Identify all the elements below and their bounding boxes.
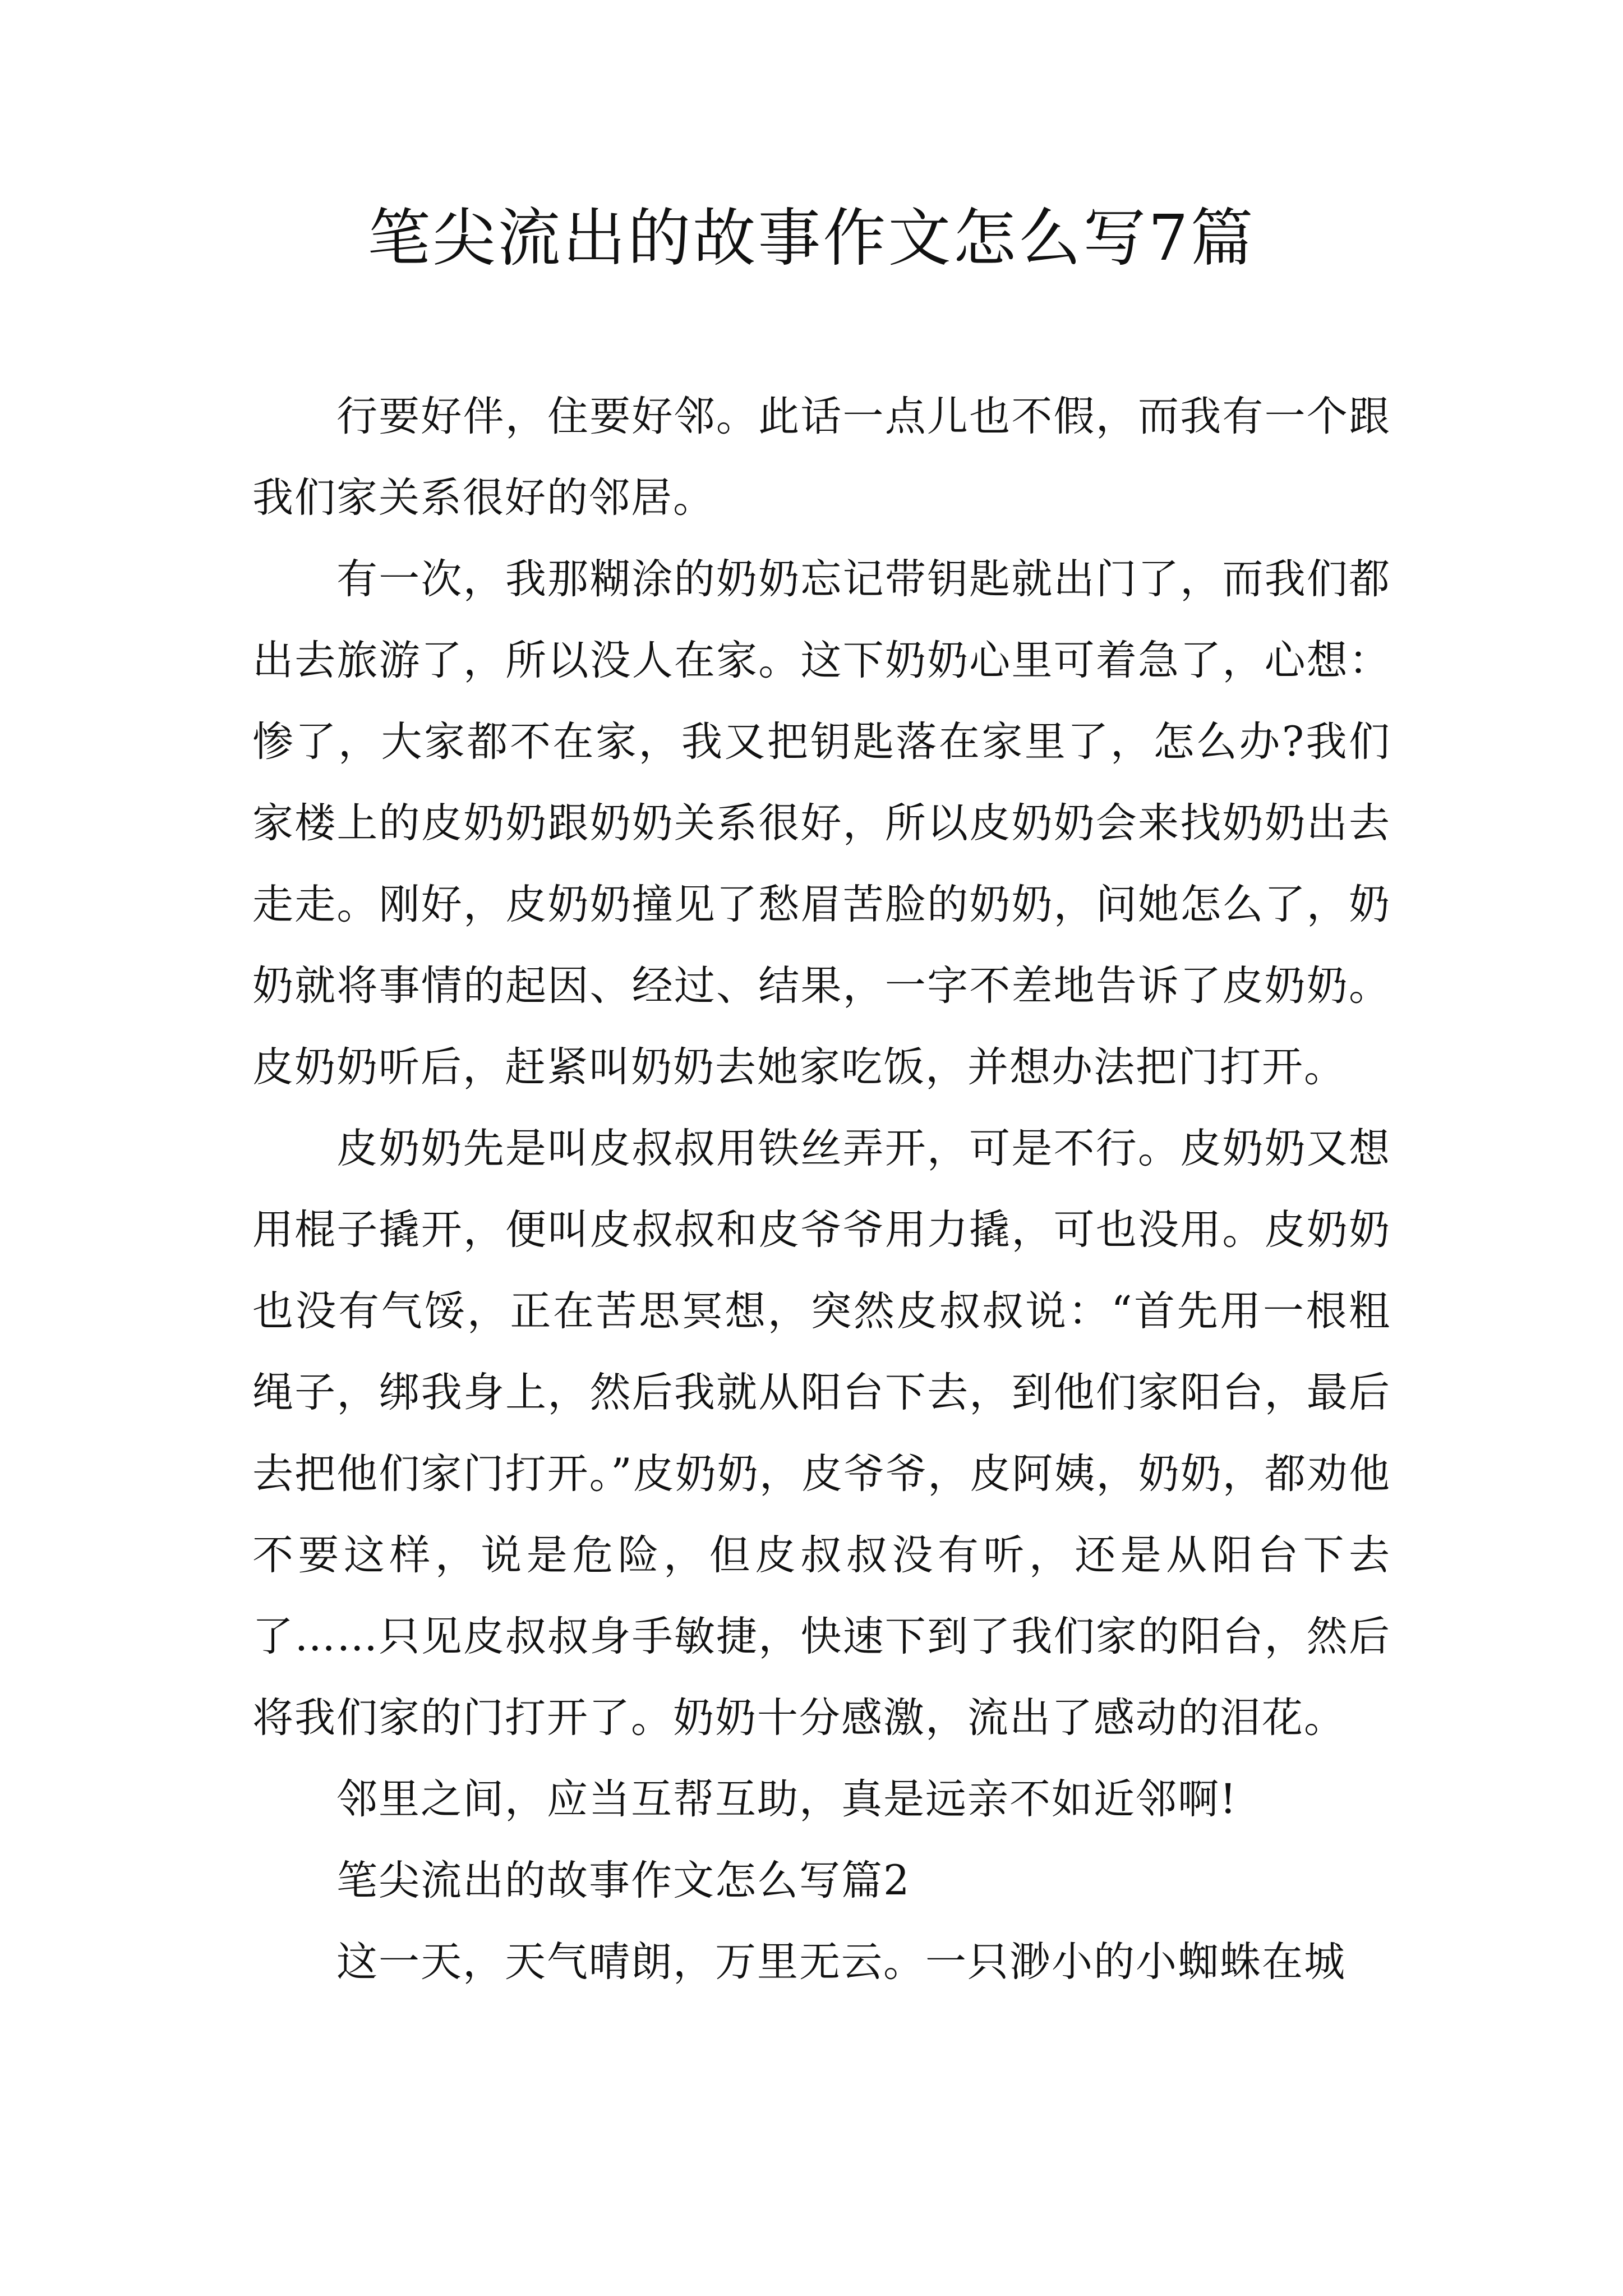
paragraph: 这一天，天气晴朗，万里无云。一只渺小的小蜘蛛在城 (336, 1938, 1346, 1986)
document-body (252, 376, 1391, 2003)
paragraph: 行要好伴，住要好邻。此话一点儿也不假，而我有一个跟我们家关系很好的邻居。 (252, 393, 1391, 522)
section-heading: 笔尖流出的故事作文怎么写篇2 (336, 1857, 911, 1904)
paragraph: 邻里之间，应当互帮互助，真是远亲不如近邻啊! (336, 1775, 1238, 1823)
paragraph: 有一次，我那糊涂的奶奶忘记带钥匙就出门了，而我们都出去旅游了，所以没人在家。这下奶奶心里可着急了，心想：惨了，大家都不在家，我又把钥匙落在家里了，怎么办?我们家楼上的皮奶奶跟奶奶关系很好，所以皮奶奶会来找奶奶出去走走。刚好，皮奶奶撞见了愁眉苦脸的奶奶，问她怎么了，奶奶就将事情的起因、经过、结果，一字不差地告诉了皮奶奶。皮奶奶听后，赶紧叫奶奶去她家吃饭，并想办法把门打开。 (252, 555, 1391, 1091)
page-title: 笔尖流出的故事作文怎么写7篇 (367, 202, 1256, 275)
paragraph: 皮奶奶先是叫皮叔叔用铁丝弄开，可是不行。皮奶奶又想用棍子撬开，便叫皮叔叔和皮爷爷用力撬，可也没用。皮奶奶也没有气馁，正在苦思冥想，突然皮叔叔说：“首先用一根粗绳子，绑我身上，然后我就从阳台下去，到他们家阳台，最后去把他们家门打开。”皮奶奶，皮爷爷，皮阿姨，奶奶，都劝他不要这样，说是危险，但皮叔叔没有听，还是从阳台下去了……只见皮叔叔身手敏捷，快速下到了我们家的阳台，然后将我们家的门打开了。奶奶十分感激，流出了感动的泪花。 (252, 1125, 1391, 1742)
